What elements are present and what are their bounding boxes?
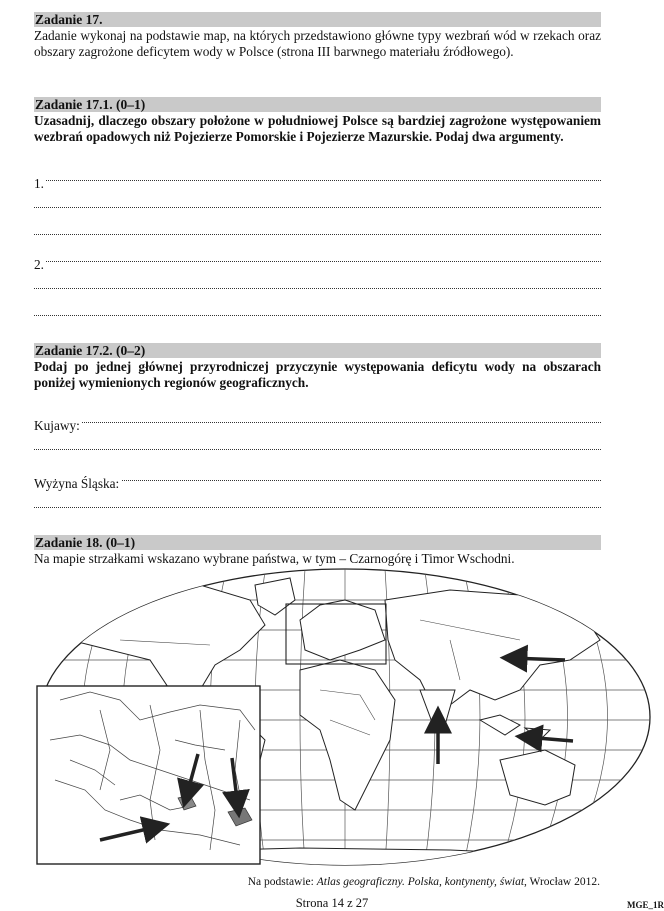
arrow-east-asia: [510, 658, 565, 660]
task17-2-question: Podaj po jednej głównej przyrodniczej przyczynie występowania deficytu wody na obszarach poniżej wymienionych regionów geograficznych.: [34, 359, 601, 390]
caption-source: Atlas geograficzny. Polska, kontynenty, świat: [316, 876, 525, 888]
task17-1-question: Uzasadnij, dlaczego obszary położone w południowej Polsce są bardziej zagrożone występowaniem wezbrań opadowych niż Pojezierze Pomorskie i Pojezierze Mazurskie. Podaj dwa argumenty.: [34, 113, 601, 144]
source-caption: [248, 876, 600, 888]
kujawy-label: Kujawy:: [34, 418, 80, 433]
task17-intro: Zadanie wykonaj na podstawie map, na których przedstawiono główne typy wezbrań wód w rzekach oraz obszary zagrożone deficytem wody w Polsce (strona III barwnego materiału źródłowego).: [34, 28, 601, 59]
task17-1-header: Zadanie 17.1. (0–1): [34, 97, 601, 112]
caption-prefix: Na podstawie:: [247, 876, 317, 888]
task18-header: Zadanie 18. (0–1): [34, 535, 601, 550]
exam-code: MGE_1R: [627, 900, 664, 910]
answer-label-2: 2.: [34, 257, 44, 272]
europe-inset: [37, 686, 260, 864]
caption-suffix: , Wrocław 2012.: [524, 876, 600, 888]
task18-text: Na mapie strzałkami wskazano wybrane państwa, w tym – Czarnogórę i Timor Wschodni.: [34, 551, 515, 566]
answer-label-1: 1.: [34, 176, 44, 191]
task17-header: Zadanie 17.: [34, 12, 601, 27]
page-number: Strona 14 z 27: [295, 896, 369, 910]
wyzyna-label: Wyżyna Śląska:: [34, 476, 120, 491]
task17-2-header: Zadanie 17.2. (0–2): [34, 343, 601, 358]
